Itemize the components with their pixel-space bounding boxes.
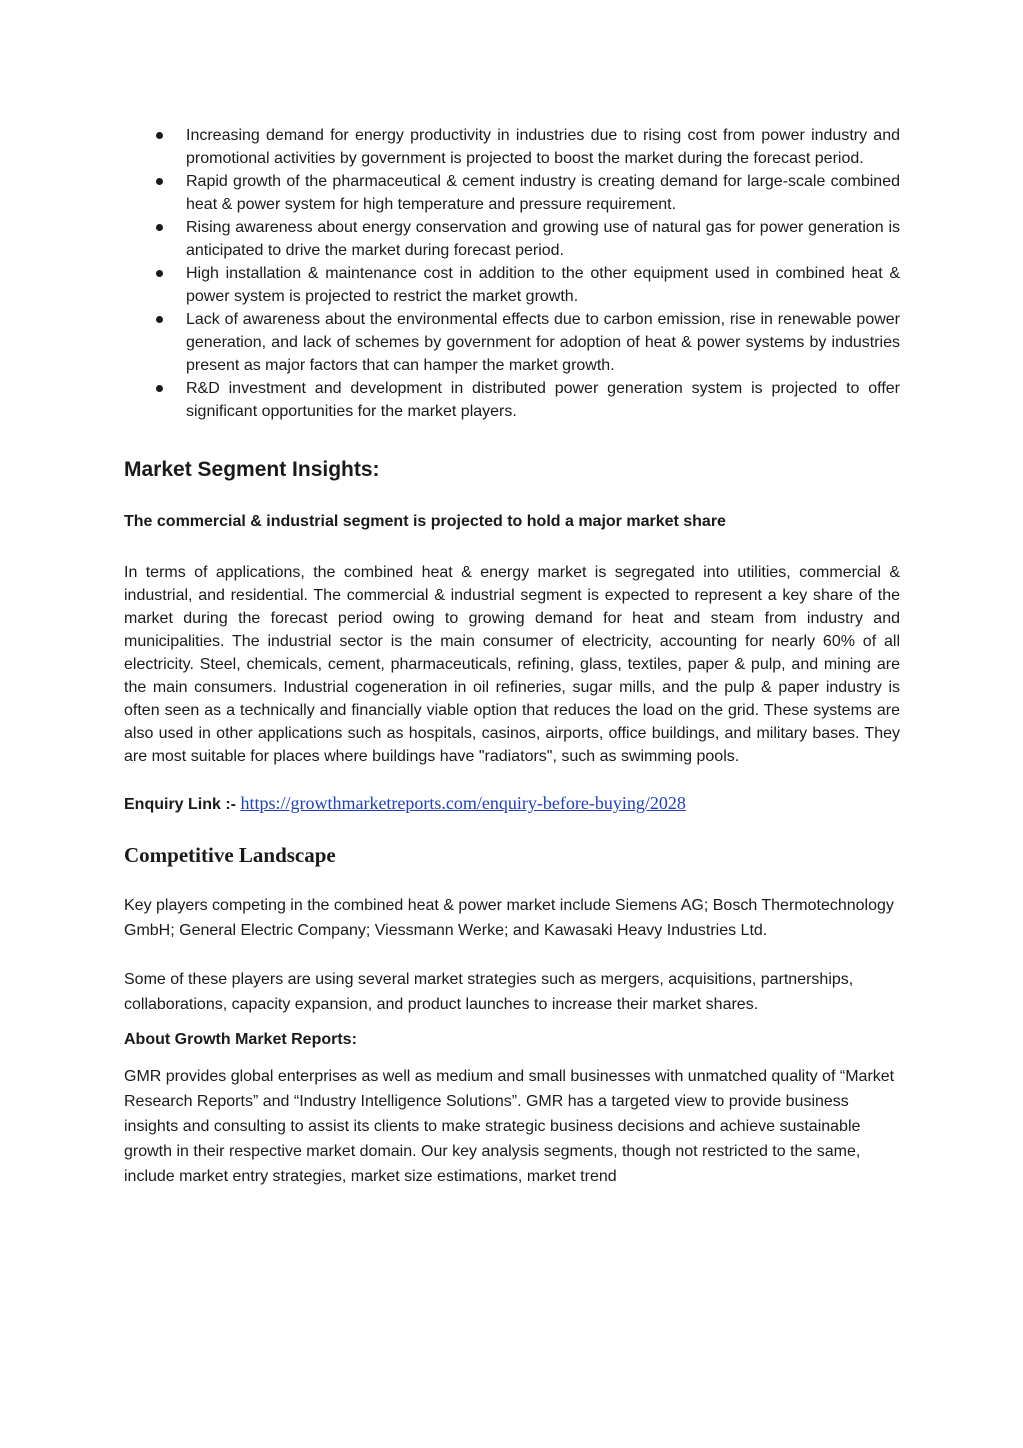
bullet-item	[124, 308, 900, 377]
segment-subheading: The commercial & industrial segment is projected to hold a major market share	[124, 513, 726, 530]
bullet-text: High installation & maintenance cost in addition to the other equipment used in combined heat & power system is projected to restrict the market growth.	[186, 265, 900, 305]
bullet-text: R&D investment and development in distributed power generation system is projected to offer significant opportunities for the market players.	[186, 380, 900, 420]
bullet-text: Increasing demand for energy productivity in industries due to rising cost from power industry and promotional activities by government is projected to boost the market during the forecast period.	[186, 127, 900, 167]
competitive-paragraph-1: Key players competing in the combined heat & power market include Siemens AG; Bosch Thermotechnology GmbH; General Electric Company; Viessmann Werke; and Kawasaki Heavy Industries Ltd.	[124, 897, 894, 939]
bullet-icon	[156, 270, 163, 277]
bullet-item	[124, 124, 900, 170]
bullet-item	[124, 170, 900, 216]
bullet-text: Rising awareness about energy conservation and growing use of natural gas for power generation is anticipated to drive the market during forecast period.	[186, 219, 900, 259]
bullet-icon	[156, 385, 163, 392]
enquiry-link[interactable]: https://growthmarketreports.com/enquiry-before-buying/2028	[240, 793, 686, 813]
bullet-icon	[156, 316, 163, 323]
market-dynamics-list	[124, 124, 900, 423]
segment-heading: Market Segment Insights:	[124, 458, 380, 481]
about-paragraph: GMR provides global enterprises as well as medium and small businesses with unmatched quality of “Market Research Reports” and “Industry Intelligence Solutions”. GMR has a targeted view to provide business insights and consulting to assist its clients to make strategic business decisions and achieve sustainable growth in their respective market domain. Our key analysis segments, though not restricted to the same, include market entry strategies, market size estimations, market trend	[124, 1068, 895, 1185]
segment-paragraph: In terms of applications, the combined heat & energy market is segregated into utilities, commercial & industrial, and residential. The commercial & industrial segment is expected to represent a key share of the market during the forecast period owing to growing demand for heat and steam from industry and municipalities. The industrial sector is the main consumer of electricity, accounting for nearly 60% of all electricity. Steel, chemicals, cement, pharmaceuticals, refining, glass, textiles, paper & pulp, and mining are the main consumers. Industrial cogeneration in oil refineries, sugar mills, and the pulp & paper industry is often seen as a technically and financially viable option that reduces the load on the grid. These systems are also used in other applications such as hospitals, casinos, airports, office buildings, and military bases. They are most suitable for places where buildings have "radiators", such as swimming pools.	[124, 564, 900, 765]
enquiry-label: Enquiry Link :-	[124, 796, 236, 813]
bullet-text: Lack of awareness about the environmental effects due to carbon emission, rise in renewable power generation, and lack of schemes by government for adoption of heat & power systems by industries present as major factors that can hamper the market growth.	[186, 311, 900, 374]
bullet-icon	[156, 132, 163, 139]
competitive-paragraph-2: Some of these players are using several market strategies such as mergers, acquisitions, partnerships, collaborations, capacity expansion, and product launches to increase their market shares.	[124, 971, 854, 1013]
bullet-icon	[156, 178, 163, 185]
document-page	[124, 124, 900, 1189]
bullet-item	[124, 216, 900, 262]
bullet-item	[124, 377, 900, 423]
about-heading: About Growth Market Reports:	[124, 1031, 357, 1048]
enquiry-line	[124, 792, 900, 816]
bullet-text: Rapid growth of the pharmaceutical & cement industry is creating demand for large-scale combined heat & power system for high temperature and pressure requirement.	[186, 173, 900, 213]
bullet-item	[124, 262, 900, 308]
bullet-icon	[156, 224, 163, 231]
competitive-heading: Competitive Landscape	[124, 843, 336, 867]
